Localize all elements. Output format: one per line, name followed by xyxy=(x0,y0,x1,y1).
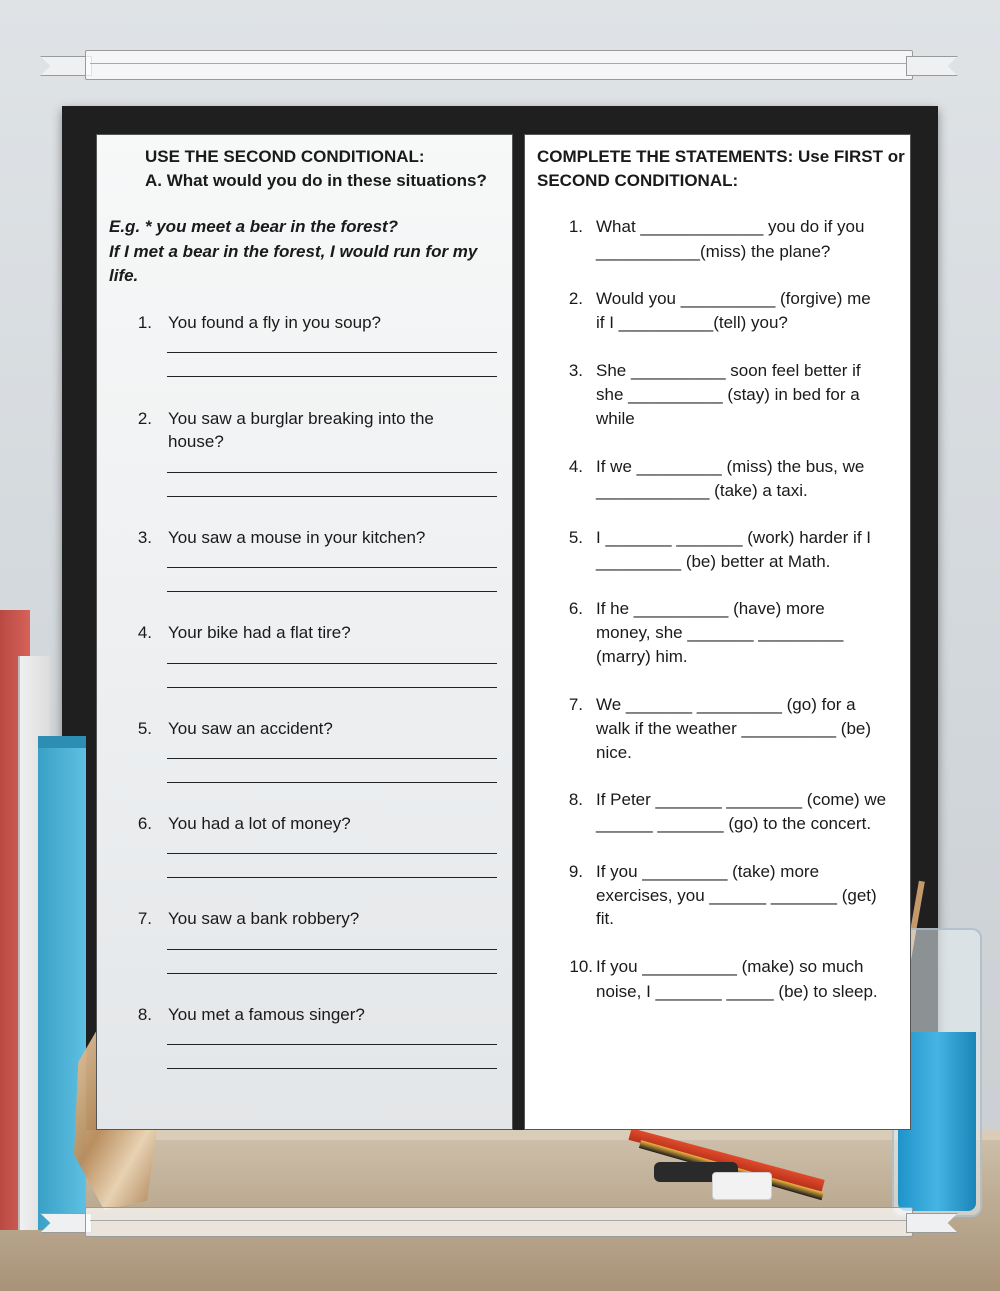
question-number: 5. xyxy=(137,719,152,738)
answer-line[interactable] xyxy=(167,663,497,664)
question-text: You found a fly in you soup? xyxy=(168,313,381,332)
answer-line[interactable] xyxy=(167,949,497,950)
statement-line: If we _________ (miss) the bus, we xyxy=(596,457,865,476)
question-number: 4. xyxy=(137,623,152,642)
ribbon-band xyxy=(85,1207,913,1237)
item-number: 7. xyxy=(568,695,583,714)
left-worksheet-panel xyxy=(96,134,513,1130)
answer-line[interactable] xyxy=(167,782,497,783)
eraser xyxy=(712,1172,772,1200)
item-number: 3. xyxy=(568,361,583,380)
example-answer-line-1: If I met a bear in the forest, I would run for my xyxy=(109,242,478,261)
statement-line: she __________ (stay) in bed for a xyxy=(596,385,860,404)
answer-line[interactable] xyxy=(167,472,497,473)
statement-line: If you _________ (take) more xyxy=(596,862,820,881)
item-number: 10. xyxy=(569,957,593,976)
example-answer-line-2: life. xyxy=(109,266,139,285)
item-number: 8. xyxy=(568,790,583,809)
question-number: 3. xyxy=(137,528,152,547)
question-number: 7. xyxy=(137,909,152,928)
item-number: 5. xyxy=(568,528,583,547)
bottom-ribbon-decoration xyxy=(40,1207,958,1237)
statement-line: walk if the weather __________ (be) xyxy=(596,719,872,738)
answer-line[interactable] xyxy=(167,591,497,592)
left-heading-1: USE THE SECOND CONDITIONAL: xyxy=(145,147,425,166)
question-number: 8. xyxy=(137,1005,152,1024)
question-number: 6. xyxy=(137,814,152,833)
statement-line: If Peter _______ ________ (come) we xyxy=(596,790,887,809)
statement-line: while xyxy=(596,409,635,428)
statement-line: exercises, you ______ _______ (get) xyxy=(596,886,877,905)
answer-line[interactable] xyxy=(167,877,497,878)
question-text: You saw a mouse in your kitchen? xyxy=(168,528,426,547)
question-text: You saw a bank robbery? xyxy=(168,909,360,928)
statement-line: What _____________ you do if you xyxy=(596,217,865,236)
question-text: You had a lot of money? xyxy=(168,814,351,833)
item-number: 6. xyxy=(568,599,583,618)
ribbon-tail-right xyxy=(906,56,958,76)
question-text: You met a famous singer? xyxy=(168,1005,365,1024)
statement-line: if I __________(tell) you? xyxy=(596,313,788,332)
answer-line[interactable] xyxy=(167,376,497,377)
item-number: 1. xyxy=(568,217,583,236)
question-text: You saw a burglar breaking into the xyxy=(168,409,434,428)
statement-line: fit. xyxy=(596,909,614,928)
statement-line: If he __________ (have) more xyxy=(596,599,825,618)
question-text: You saw an accident? xyxy=(168,719,333,738)
statement-line: money, she _______ _________ xyxy=(596,623,844,642)
answer-line[interactable] xyxy=(167,496,497,497)
top-ribbon-decoration xyxy=(40,50,958,80)
statement-line: noise, I _______ _____ (be) to sleep. xyxy=(596,982,878,1001)
statement-line: Would you __________ (forgive) me xyxy=(596,289,871,308)
statement-line: ____________ (take) a taxi. xyxy=(596,481,808,500)
item-number: 9. xyxy=(568,862,583,881)
right-worksheet-panel xyxy=(524,134,911,1130)
item-number: 4. xyxy=(568,457,583,476)
statement-line: If you __________ (make) so much xyxy=(596,957,864,976)
right-heading-1: COMPLETE THE STATEMENTS: Use FIRST or xyxy=(537,147,905,166)
answer-line[interactable] xyxy=(167,1068,497,1069)
answer-line[interactable] xyxy=(167,352,497,353)
statement-line: (marry) him. xyxy=(596,647,688,666)
answer-line[interactable] xyxy=(167,973,497,974)
statement-line: She __________ soon feel better if xyxy=(596,361,861,380)
statement-line: We _______ _________ (go) for a xyxy=(596,695,856,714)
statement-line: nice. xyxy=(596,743,632,762)
statement-line: ___________(miss) the plane? xyxy=(596,242,831,261)
answer-line[interactable] xyxy=(167,1044,497,1045)
answer-line[interactable] xyxy=(167,758,497,759)
item-number: 2. xyxy=(568,289,583,308)
statement-line: I _______ _______ (work) harder if I xyxy=(596,528,872,547)
statement-line: ______ _______ (go) to the concert. xyxy=(596,814,872,833)
question-number: 2. xyxy=(137,409,152,428)
statement-line: _________ (be) better at Math. xyxy=(596,552,831,571)
right-heading-2: SECOND CONDITIONAL: xyxy=(537,171,739,190)
ribbon-tail-right xyxy=(906,1213,958,1233)
answer-line[interactable] xyxy=(167,687,497,688)
example-question: E.g. * you meet a bear in the forest? xyxy=(109,217,399,236)
answer-line[interactable] xyxy=(167,853,497,854)
question-number: 1. xyxy=(137,313,152,332)
left-heading-2: A. What would you do in these situations? xyxy=(145,171,487,190)
ribbon-band xyxy=(85,50,913,80)
answer-line[interactable] xyxy=(167,567,497,568)
question-text: Your bike had a flat tire? xyxy=(168,623,351,642)
question-text-continued: house? xyxy=(168,432,224,451)
